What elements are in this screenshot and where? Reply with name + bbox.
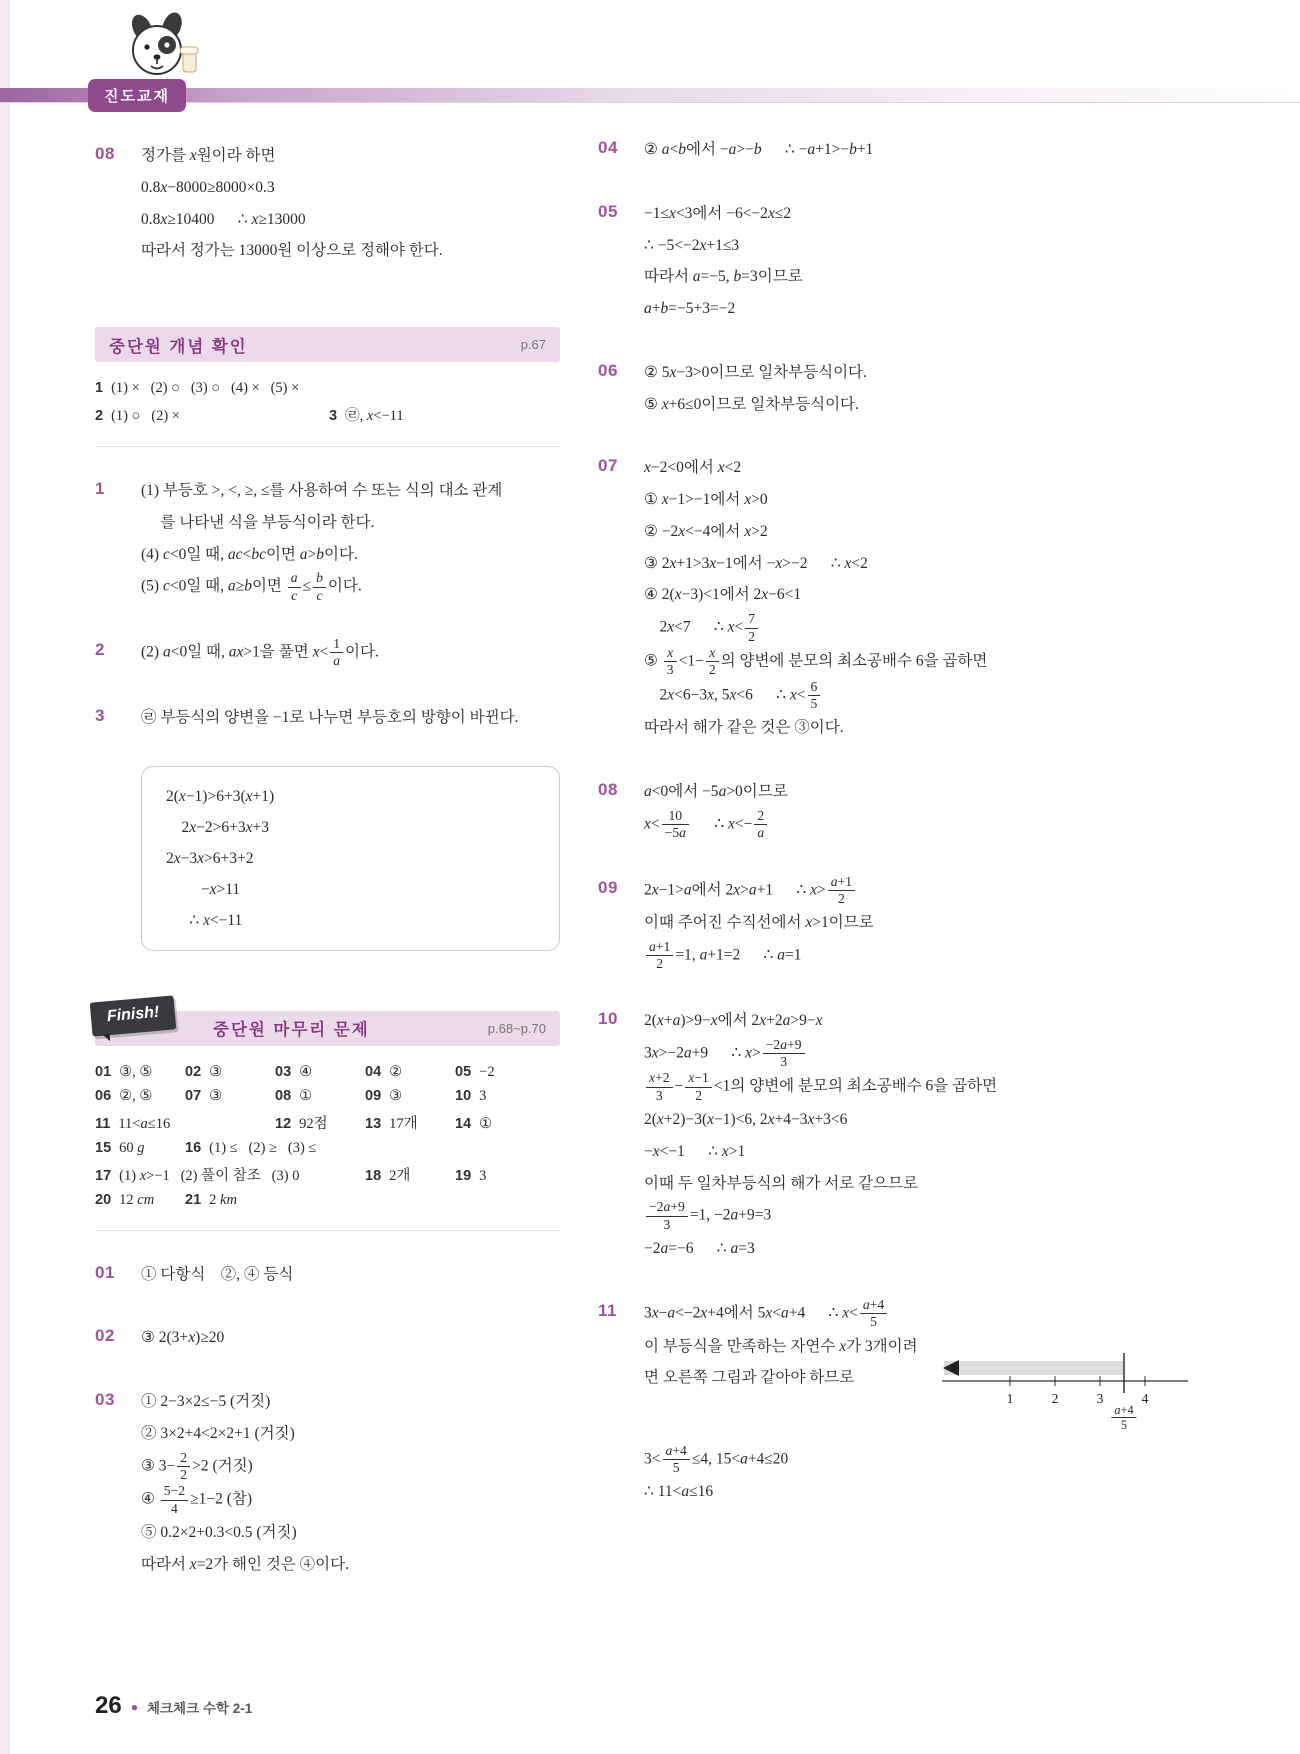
answer-value: 60 g (119, 1139, 145, 1156)
solution-line: −1≤x<3에서 −6<−2x≤2 (644, 204, 792, 222)
answer-item (275, 1088, 365, 1105)
numberline-svg (940, 1337, 1190, 1415)
problem-solution (598, 357, 1190, 421)
tab-label: 진도교재 (88, 79, 186, 112)
solution-lines (644, 1005, 1190, 1265)
answer-number: 2 (95, 408, 104, 425)
problem-number: 3 (95, 705, 105, 725)
page-edge-strip (0, 0, 10, 1754)
solution-line: 따라서 해가 같은 것은 ③이다. (644, 719, 844, 737)
fraction: $\frac{10}{-5a}$ (662, 808, 689, 842)
answer-key-row (95, 380, 560, 397)
answer-key-row (95, 1088, 560, 1105)
header-ribbon (0, 88, 1300, 103)
tick-label: 2 (1051, 1390, 1059, 1406)
fraction: $\frac{b}{c}$ (313, 570, 326, 604)
problem-number: 1 (95, 479, 105, 499)
answer-key-row (95, 1064, 560, 1081)
scroll-icon (183, 52, 196, 72)
problem-solution (95, 1259, 560, 1291)
answer-value: ③ (209, 1063, 223, 1080)
solution-line: 2(x+2)−3(x−1)<6, 2x+4−3x+3<6 (644, 1111, 848, 1128)
answer-number: 09 (365, 1087, 382, 1104)
problem-solution (598, 198, 1190, 325)
answer-item (95, 1088, 185, 1105)
answer-value: 3 (479, 1167, 487, 1184)
answer-value: (1) ○ (2) × (111, 408, 180, 425)
answer-item (95, 380, 305, 397)
solution-region-bar (944, 1361, 1123, 1375)
tick-label: 1 (1006, 1390, 1014, 1406)
solution-line: ② 3×2+4<2×2+1 (거짓) (141, 1424, 295, 1442)
answer-item (365, 1064, 455, 1081)
solution-lines (141, 1386, 560, 1581)
answer-key (95, 378, 560, 447)
problem-number: 02 (95, 1326, 115, 1346)
section-title: 중단원 개념 확인 (109, 337, 248, 356)
problem-number: 10 (598, 1008, 618, 1028)
solution-lines (644, 1297, 1190, 1508)
solution-line: ④ $\frac{5-2}{4}$ ≥1−2 (참) (141, 1483, 253, 1516)
answer-number: 06 (95, 1087, 112, 1104)
answer-number: 15 (95, 1139, 112, 1156)
book-title: 체크체크 수학 2-1 (146, 1701, 253, 1716)
solution-line: ⑤ x+6≤0이므로 일차부등식이다. (644, 395, 859, 413)
solution-lines (141, 1259, 560, 1291)
fraction: $\frac{x}{3}$ (664, 645, 677, 679)
solution-line: (5) c<0일 때, a≥b이면 $\frac{a}{c}$ ≤ $\frac{b}{c}$ 이다. (141, 570, 362, 603)
answer-item (185, 1064, 275, 1081)
solution-box (141, 766, 560, 951)
problem-number: 11 (598, 1300, 617, 1320)
problem-number: 03 (95, 1390, 115, 1410)
solution-lines (141, 140, 560, 267)
solution-line: $\frac{-2a+9}{3}$ =1, −2a+9=3 (644, 1199, 1190, 1233)
footer-bullet-icon: ● (130, 1700, 138, 1714)
answer-key-row (95, 1112, 560, 1133)
fraction: $\frac{2}{a}$ (754, 808, 767, 842)
problem-solution (95, 636, 560, 670)
solution-line: 2x<6−3x, 5x<6 ∴ x< $\frac{6}{5}$ (644, 679, 1190, 713)
answer-number: 07 (185, 1087, 202, 1104)
answer-value: ③ (209, 1087, 223, 1104)
solution-line: (1) 부등호 >, <, ≥, ≤를 사용하여 수 또는 식의 대소 관계 (141, 482, 503, 500)
solution-line: 3x−a<−2x+4에서 5x<a+4 ∴ x< $\frac{a+4}{5}$ (644, 1297, 1190, 1331)
answer-value: ③, ⑤ (119, 1063, 153, 1080)
answer-key-row (95, 1192, 560, 1209)
problem-solution (95, 1386, 560, 1581)
solution-lines (141, 636, 560, 670)
mascot-dog-icon (120, 12, 200, 88)
solution-line: ∴ 11<a≤16 (644, 1483, 714, 1501)
answer-item (95, 1192, 185, 1209)
box-line: ∴ x<−11 (166, 911, 243, 929)
mascot-nose (154, 54, 161, 59)
solution-line: 0.8x≥10400 ∴ x≥13000 (141, 210, 306, 228)
solution-line: 2x<7 ∴ x< $\frac{7}{2}$ (644, 611, 1190, 645)
solution-line: −x<−1 ∴ x>1 (644, 1142, 746, 1160)
answer-item (95, 1116, 275, 1133)
answer-value: (1) ≤ (2) ≥ (3) ≤ (209, 1139, 317, 1156)
problem-solution (598, 134, 1190, 166)
solution-line: ④ 2(x−3)<1에서 2x−6<1 (644, 586, 802, 604)
fraction: $\frac{6}{5}$ (808, 679, 821, 713)
figure-boundary-label (1109, 1403, 1138, 1434)
solution-line: ⑤ 0.2×2+0.3<0.5 (거짓) (141, 1524, 297, 1542)
solution-line: 이때 주어진 수직선에서 x>1이므로 (644, 914, 874, 932)
finish-badge: Finish! (90, 995, 177, 1036)
answer-value: (1) × (2) ○ (3) ○ (4) × (5) × (111, 380, 300, 397)
fraction: $\frac{a+1}{2}$ (828, 874, 855, 908)
answer-value: ②, ⑤ (119, 1087, 153, 1104)
solution-line: ① 2−3×2≤−5 (거짓) (141, 1393, 271, 1411)
answer-value: ② (389, 1063, 403, 1080)
answer-value: 2개 (389, 1167, 411, 1184)
answer-key-row (95, 404, 560, 425)
answer-item (329, 404, 419, 425)
problem-number: 04 (598, 138, 618, 157)
section-title: 중단원 마무리 문제 (213, 1021, 370, 1040)
problem-solution (95, 702, 560, 734)
solution-lines (644, 874, 1190, 973)
answer-value: ① (479, 1115, 493, 1132)
section-header (95, 327, 560, 362)
answer-number: 1 (95, 380, 104, 397)
solution-line: 이때 두 일차부등식의 해가 서로 같으므로 (644, 1174, 918, 1192)
solution-line: x< $\frac{10}{-5a}$ ∴ x<− $\frac{2}{a}$ (644, 808, 1190, 842)
solution-line: ② −2x<−4에서 x>2 (644, 522, 768, 540)
fraction: $\frac{7}{2}$ (745, 611, 758, 645)
solution-line: a+b=−5+3=−2 (644, 300, 736, 318)
solution-line: ③ 2(3+x)≥20 (141, 1329, 225, 1347)
solution-line: ③ 3− $\frac{2}{2}$ >2 (거짓) (141, 1449, 253, 1482)
problem-number: 01 (95, 1262, 115, 1282)
solution-lines (141, 475, 560, 604)
mascot-eye-right (164, 42, 169, 47)
solution-line: ⑤ $\frac{x}{3}$ <1− $\frac{x}{2}$ 의 양변에 분모의 최소공배수 6을 곱하면 (644, 644, 988, 678)
solution-line: 따라서 정가는 13000원 이상으로 정해야 한다. (141, 242, 443, 260)
answer-number: 03 (275, 1063, 292, 1080)
fraction: $\frac{-2a+9}{3}$ (646, 1199, 688, 1233)
fraction: $\frac{x-1}{2}$ (685, 1070, 712, 1104)
section-header (95, 1003, 560, 1046)
answer-item (185, 1192, 275, 1209)
solution-line: ① x−1>−1에서 x>0 (644, 491, 768, 509)
solution-line: a<0에서 −5a>0이므로 (644, 783, 788, 801)
solution-line: 2x−1>a에서 2x>a+1 ∴ x> $\frac{a+1}{2}$ (644, 874, 1190, 908)
mascot-eye-left (144, 44, 149, 49)
answer-value: ④ (299, 1063, 313, 1080)
solution-line: −2a=−6 ∴ a=3 (644, 1240, 755, 1258)
problem-solution (598, 452, 1190, 744)
answer-item (455, 1064, 545, 1081)
answer-key-row (95, 1164, 560, 1185)
answer-key-row (95, 1140, 560, 1157)
answer-number: 01 (95, 1063, 112, 1080)
problem-solution (598, 1005, 1190, 1265)
fraction: $\frac{5-2}{4}$ (161, 1483, 188, 1517)
problem-solution (95, 475, 560, 604)
answer-number: 02 (185, 1063, 202, 1080)
answer-item (275, 1112, 365, 1133)
problem-number: 2 (95, 640, 105, 660)
solution-line: 3x>−2a+9 ∴ x> $\frac{-2a+9}{3}$ (644, 1037, 1190, 1071)
answer-value: 2 km (209, 1191, 237, 1208)
solution-line-with-figure (644, 1331, 1190, 1443)
solution-line: ㉣ 부등식의 양변을 −1로 나누면 부등호의 방향이 바뀐다. (141, 708, 519, 726)
answer-item (365, 1088, 455, 1105)
answer-value: 17개 (389, 1115, 418, 1132)
problem-number: 07 (598, 456, 618, 476)
problem-solution (598, 776, 1190, 841)
answer-value: 3 (479, 1087, 487, 1104)
solution-lines (644, 452, 1190, 744)
solution-line: 따라서 x=2가 해인 것은 ④이다. (141, 1555, 349, 1573)
answer-number: 16 (185, 1139, 202, 1156)
solution-line: (4) c<0일 때, ac<bc이면 a>b이다. (141, 545, 358, 563)
answer-number: 19 (455, 1167, 472, 1184)
solution-line: ∴ −5<−2x+1≤3 (644, 236, 740, 254)
answer-item (95, 408, 329, 425)
section-page-ref: p.68~p.70 (487, 1020, 546, 1036)
answer-number: 10 (455, 1087, 472, 1104)
solution-line: ② a<b에서 −a>−b ∴ −a+1>−b+1 (644, 141, 874, 158)
answer-item (185, 1088, 275, 1105)
answer-number: 14 (455, 1115, 472, 1132)
problem-number: 05 (598, 201, 618, 221)
solution-lines (141, 1322, 560, 1354)
solution-line: (2) a<0일 때, ax>1을 풀면 x< $\frac{1}{a}$ 이다. (141, 636, 379, 669)
answer-item (185, 1140, 322, 1157)
answer-value: ㉣, x<−11 (345, 408, 404, 425)
answer-number: 11 (95, 1115, 111, 1132)
answer-item (95, 1164, 365, 1185)
solution-line: 3< $\frac{a+4}{5}$ ≤4, 15<a+4≤20 (644, 1442, 789, 1475)
solution-lines (644, 776, 1190, 841)
answer-item (455, 1088, 545, 1105)
box-line: −x>11 (166, 880, 241, 898)
answer-number: 12 (275, 1115, 292, 1132)
problem-solution (95, 1322, 560, 1354)
fraction: $\frac{a+4}{5}$ (663, 1443, 690, 1477)
answer-number: 13 (365, 1115, 382, 1132)
answer-value: 11<a≤16 (118, 1115, 171, 1132)
fraction: $\frac{1}{a}$ (330, 636, 343, 670)
answer-number: 17 (95, 1167, 112, 1184)
answer-value: ③ (389, 1087, 403, 1104)
answer-value: −2 (479, 1063, 495, 1080)
answer-value: 12 cm (119, 1191, 155, 1208)
solution-line: $\frac{x+2}{3}$ − $\frac{x-1}{2}$ <1의 양변에 분모의 최소공배수 6을 곱하면 (644, 1070, 1190, 1104)
problem-solution (598, 1297, 1190, 1508)
fraction: $\frac{a+1}{2}$ (646, 939, 673, 973)
solution-lines (644, 357, 1190, 421)
box-line: 2(x−1)>6+3(x+1) (166, 787, 275, 805)
problem-solution (95, 140, 560, 267)
answer-value: ① (299, 1087, 313, 1104)
solution-line: 0.8x−8000≥8000×0.3 (141, 178, 275, 196)
solution-line: 이 부등식을 만족하는 자연수 x가 3개이려면 오른쪽 그림과 같아야 하므로 (644, 1337, 918, 1387)
answer-number: 08 (275, 1087, 292, 1104)
fraction: $\frac{a}{c}$ (288, 570, 301, 604)
answer-item (95, 1140, 185, 1157)
answer-number: 3 (329, 408, 338, 425)
page-number: 26 (95, 1692, 122, 1719)
box-line: 2x−2>6+3x+3 (166, 818, 270, 836)
answer-number: 18 (365, 1167, 382, 1184)
page-footer (95, 1692, 252, 1720)
fraction: $\frac{a+4}{5}$ (860, 1297, 887, 1331)
answer-number: 05 (455, 1063, 472, 1080)
answer-item (455, 1116, 545, 1133)
section-page-ref: p.67 (520, 337, 546, 353)
answer-number: 20 (95, 1191, 112, 1208)
solution-line: 정가를 x원이라 하면 (141, 147, 276, 164)
solution-line: 를 나타낸 식을 부등식이라 한다. (141, 513, 375, 531)
fraction: $\frac{a+4}{5}$ (1111, 1403, 1136, 1434)
box-line: 2x−3x>6+3+2 (166, 849, 254, 867)
solution-line: x−2<0에서 x<2 (644, 459, 742, 477)
fraction: $\frac{x+2}{3}$ (646, 1070, 673, 1104)
problem-solution (598, 874, 1190, 973)
solution-lines (644, 198, 1190, 325)
problem-number: 08 (598, 780, 618, 800)
numberline-figure (940, 1337, 1190, 1443)
answer-number: 21 (185, 1191, 202, 1208)
fraction: $\frac{2}{2}$ (177, 1450, 190, 1484)
fraction: $\frac{-2a+9}{3}$ (763, 1037, 805, 1071)
solution-line: ② 5x−3>0이므로 일차부등식이다. (644, 363, 867, 381)
solution-lines (141, 702, 560, 734)
tick-label: 3 (1096, 1390, 1104, 1406)
answer-item (365, 1112, 455, 1133)
scroll-top-icon (180, 47, 198, 54)
answer-value: (1) x>−1 (2) 풀이 참조 (3) 0 (119, 1167, 300, 1184)
left-column (95, 140, 560, 1613)
fraction: $\frac{x}{2}$ (706, 645, 719, 679)
answer-item (455, 1168, 545, 1185)
right-column (598, 134, 1190, 1540)
answer-item (365, 1164, 455, 1185)
solution-line: ① 다항식 ②, ④ 등식 (141, 1265, 294, 1283)
answer-item (275, 1064, 365, 1081)
solution-line: 따라서 a=−5, b=3이므로 (644, 268, 803, 286)
problem-number: 09 (598, 877, 618, 897)
solution-line: 2(x+a)>9−x에서 2x+2a>9−x (644, 1011, 823, 1029)
answer-value: 92점 (299, 1115, 328, 1132)
solution-line: $\frac{a+1}{2}$ =1, a+1=2 ∴ a=1 (644, 939, 1190, 973)
solution-lines (644, 134, 1190, 166)
problem-number: 06 (598, 360, 618, 380)
solution-line: ③ 2x+1>3x−1에서 −x>−2 ∴ x<2 (644, 554, 868, 572)
problem-number: 08 (95, 144, 115, 163)
answer-key (95, 1062, 560, 1231)
tick-label: 4 (1141, 1390, 1149, 1406)
answer-number: 04 (365, 1063, 382, 1080)
answer-item (95, 1064, 185, 1081)
